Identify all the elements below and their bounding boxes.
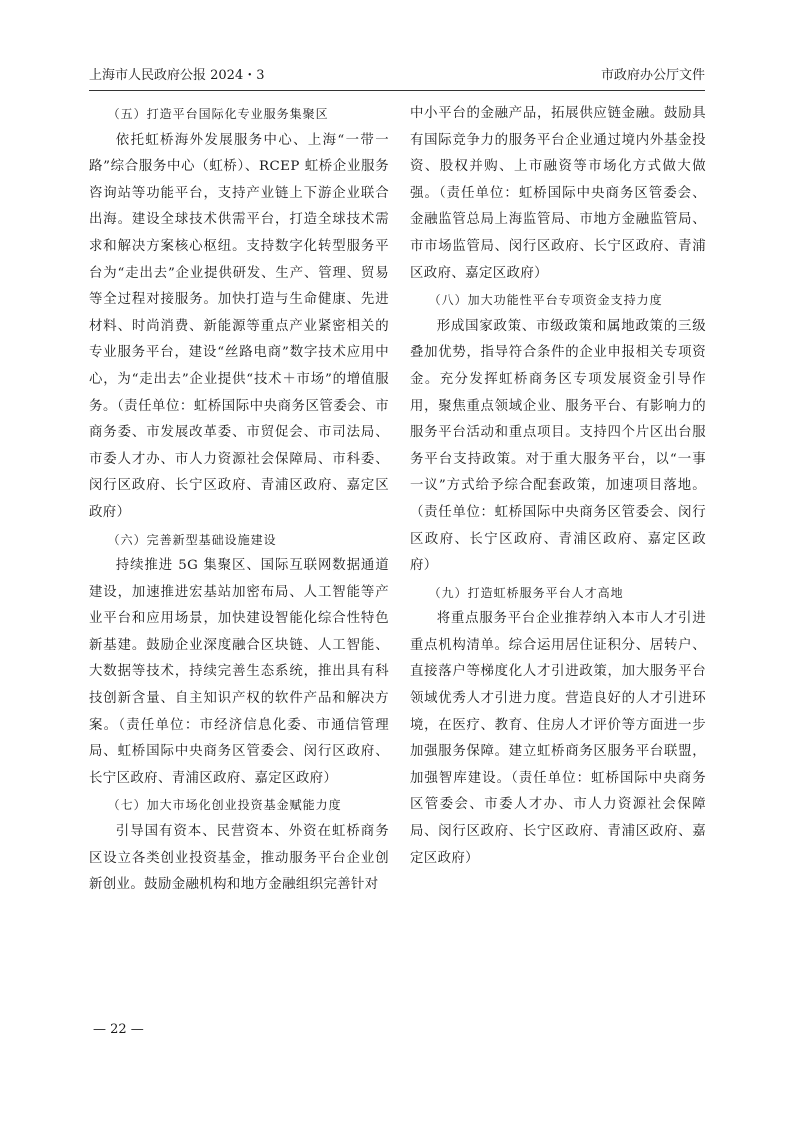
document-category: 市政府办公厅文件 — [600, 68, 705, 83]
section-heading-6: （六）完善新型基础设施建设 — [107, 532, 277, 547]
left-column — [89, 101, 389, 899]
section-heading-9: （九）打造虹桥服务平台人才高地 — [428, 585, 624, 600]
page-number: — 22 — — [93, 1022, 144, 1037]
gazette-title: 上海市人民政府公报 2024・3 — [89, 68, 265, 83]
section-heading-5: （五）打造平台国际化专业服务集聚区 — [107, 107, 329, 121]
paragraph-8: 形成国家政策、市级政策和属地政策的三级叠加优势，指导符合条件的企业申报相关专项资金。充分发挥虹桥商务区专项发展资金引导作用，聚焦重点领域企业、服务平台、有影响力的服务平台活动和重点项目。支持四个片区出台服务平台支持政策。对于重大服务平台，以“一事一议”方式给予综合配套政策，加速项目落地。（责任单位：虹桥国际中央商务区管委会、闵行区政府、长宁区政府、青浦区政府、嘉定区政府） — [410, 318, 706, 574]
right-column — [410, 101, 706, 872]
paragraph-5: 依托虹桥海外发展服务中心、上海“一带一路”综合服务中心（虹桥）、RCEP 虹桥企业服务咨询站等功能平台，支持产业链上下游企业联合出海。建设全球技术供需平台，打造全球技术需求和解决方案核心枢纽。支持数字化转型服务平台为“走出去”企业提供研发、生产、管理、贸易等全过程对接服务。加快打造与生命健康、先进材料、时尚消费、新能源等重点产业紧密相关的专业服务平台，建设“丝路电商”数字技术应用中心，为“走出去”企业提供“技术＋市场”的增值服务。（责任单位：虹桥国际中央商务区管委会、市商务委、市发展改革委、市贸促会、市司法局、市委人才办、市人力资源社会保障局、市科委、闵行区政府、长宁区政府、青浦区政府、嘉定区政府） — [89, 132, 389, 520]
section-heading-7: （七）加大市场化创业投资基金赋能力度 — [107, 798, 342, 813]
page-header — [89, 66, 705, 86]
section-heading-8: （八）加大功能性平台专项资金支持力度 — [428, 293, 663, 308]
paragraph-9: 将重点服务平台企业推荐纳入本市人才引进重点机构清单。综合运用居住证积分、居转户、直接落户等梯度化人才引进政策，加大服务平台领域优秀人才引进力度。营造良好的人才引进环境，在医疗、教育、住房人才评价等方面进一步加强服务保障。建立虹桥商务区服务平台联盟，加强智库建设。（责任单位：虹桥国际中央商务区管委会、市委人才办、市人力资源社会保障局、闵行区政府、长宁区政府、青浦区政府、嘉定区政府） — [410, 611, 706, 866]
paragraph-7-continued: 中小平台的金融产品，拓展供应链金融。鼓励具有国际竞争力的服务平台企业通过境内外基金投资、股权并购、上市融资等市场化方式做大做强。（责任单位：虹桥国际中央商务区管委会、金融监管总局上海监管局、市地方金融监管局、市市场监管局、闵行区政府、长宁区政府、青浦区政府、嘉定区政府） — [410, 106, 706, 281]
paragraph-7: 引导国有资本、民营资本、外资在虹桥商务区设立各类创业投资基金，推动服务平台企业创新创业。鼓励金融机构和地方金融组织完善针对 — [89, 824, 389, 893]
paragraph-6: 持续推进 5G 集聚区、国际互联网数据通道建设，加速推进宏基站加密布局、人工智能等产业平台和应用场景，加快建设智能化综合性特色新基建。鼓励企业深度融合区块链、人工智能、大数据等技术，持续完善生态系统，推出具有科技创新含量、自主知识产权的软件产品和解决方案。（责任单位：市经济信息化委、市通信管理局、虹桥国际中央商务区管委会、闵行区政府、长宁区政府、青浦区政府、嘉定区政府） — [89, 558, 389, 786]
header-divider — [89, 90, 705, 91]
